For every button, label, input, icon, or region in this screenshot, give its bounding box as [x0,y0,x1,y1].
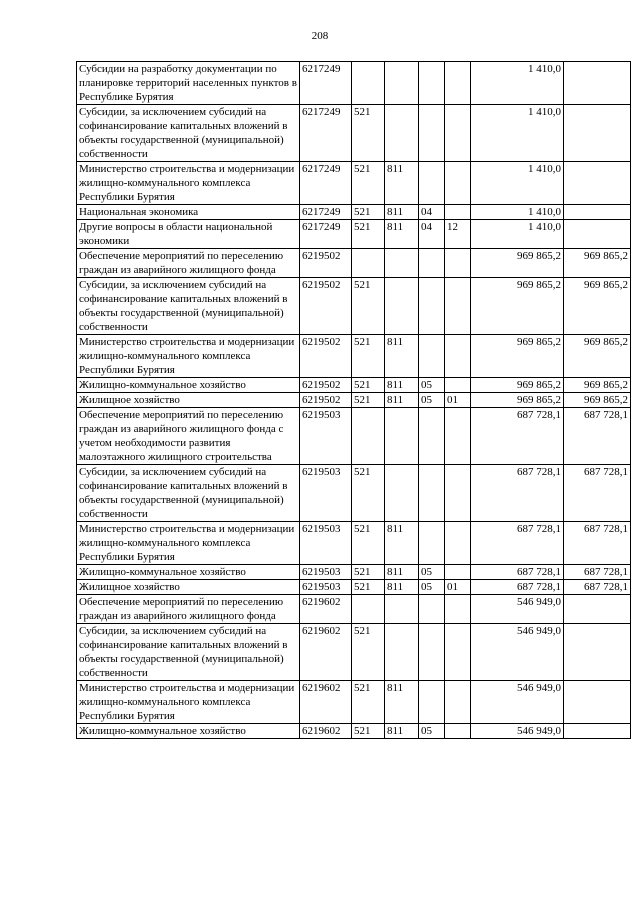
target-article-cell: 6219502 [300,335,352,378]
table-row [77,278,631,335]
amount-cell: 969 865,2 [471,278,564,335]
section-cell [419,681,445,724]
target-article-cell: 6219502 [300,249,352,278]
subsection-cell [445,408,471,465]
amount-cell: 687 728,1 [471,580,564,595]
subsection-cell [445,595,471,624]
amount-grant-cell [564,105,631,162]
row-name-cell: Министерство строительства и модернизации жилищно-коммунального комплекса Республики Бурятия [77,335,300,378]
department-cell: 811 [385,335,419,378]
row-name-cell: Субсидии на разработку документации по планировке территорий населенных пунктов в Республике Бурятия [77,62,300,105]
amount-grant-cell: 687 728,1 [564,465,631,522]
expense-type-cell: 521 [352,465,385,522]
table-row [77,105,631,162]
department-cell: 811 [385,378,419,393]
amount-grant-cell: 687 728,1 [564,580,631,595]
department-cell [385,408,419,465]
table-row [77,724,631,739]
subsection-cell [445,724,471,739]
amount-grant-cell [564,220,631,249]
target-article-cell: 6217249 [300,105,352,162]
row-name-cell: Национальная экономика [77,205,300,220]
section-cell: 04 [419,205,445,220]
row-name-cell: Субсидии, за исключением субсидий на софинансирование капитальных вложений в объекты государственной (муниципальной) собственности [77,465,300,522]
department-cell [385,624,419,681]
amount-cell: 546 949,0 [471,724,564,739]
department-cell: 811 [385,724,419,739]
amount-grant-cell: 969 865,2 [564,335,631,378]
expense-type-cell [352,408,385,465]
target-article-cell: 6217249 [300,162,352,205]
expense-type-cell: 521 [352,278,385,335]
row-name-cell: Обеспечение мероприятий по переселению граждан из аварийного жилищного фонда [77,249,300,278]
subsection-cell: 01 [445,393,471,408]
row-name-cell: Субсидии, за исключением субсидий на софинансирование капитальных вложений в объекты государственной (муниципальной) собственности [77,105,300,162]
department-cell: 811 [385,565,419,580]
amount-cell: 1 410,0 [471,220,564,249]
page-number: 208 [311,30,329,42]
section-cell [419,162,445,205]
amount-cell: 1 410,0 [471,162,564,205]
table-row [77,220,631,249]
section-cell: 05 [419,378,445,393]
expense-type-cell [352,595,385,624]
amount-grant-cell [564,724,631,739]
table-row [77,465,631,522]
target-article-cell: 6219502 [300,393,352,408]
amount-grant-cell [564,595,631,624]
section-cell [419,465,445,522]
subsection-cell [445,278,471,335]
target-article-cell: 6219503 [300,522,352,565]
section-cell: 05 [419,565,445,580]
subsection-cell: 12 [445,220,471,249]
department-cell [385,278,419,335]
table-row [77,522,631,565]
expense-type-cell: 521 [352,105,385,162]
row-name-cell: Жилищно-коммунальное хозяйство [77,565,300,580]
section-cell [419,62,445,105]
subsection-cell [445,378,471,393]
expense-type-cell [352,62,385,105]
section-cell [419,522,445,565]
target-article-cell: 6219602 [300,681,352,724]
amount-grant-cell [564,205,631,220]
section-cell: 05 [419,393,445,408]
expense-type-cell [352,249,385,278]
row-name-cell: Министерство строительства и модернизации жилищно-коммунального комплекса Республики Бурятия [77,522,300,565]
budget-table [76,61,631,739]
subsection-cell [445,681,471,724]
target-article-cell: 6219503 [300,580,352,595]
amount-cell: 1 410,0 [471,105,564,162]
row-name-cell: Субсидии, за исключением субсидий на софинансирование капитальных вложений в объекты государственной (муниципальной) собственности [77,278,300,335]
row-name-cell: Обеспечение мероприятий по переселению граждан из аварийного жилищного фонда [77,595,300,624]
table-row [77,378,631,393]
department-cell [385,595,419,624]
table-row [77,62,631,105]
expense-type-cell: 521 [352,220,385,249]
subsection-cell [445,205,471,220]
table-row [77,624,631,681]
section-cell: 05 [419,580,445,595]
amount-cell: 969 865,2 [471,249,564,278]
row-name-cell: Министерство строительства и модернизации жилищно-коммунального комплекса Республики Бурятия [77,681,300,724]
table-row [77,580,631,595]
amount-grant-cell: 969 865,2 [564,393,631,408]
subsection-cell: 01 [445,580,471,595]
expense-type-cell: 521 [352,378,385,393]
section-cell [419,335,445,378]
table-row [77,205,631,220]
amount-cell: 1 410,0 [471,205,564,220]
row-name-cell: Жилищное хозяйство [77,393,300,408]
department-cell: 811 [385,580,419,595]
expense-type-cell: 521 [352,580,385,595]
row-name-cell: Субсидии, за исключением субсидий на софинансирование капитальных вложений в объекты государственной (муниципальной) собственности [77,624,300,681]
amount-cell: 546 949,0 [471,595,564,624]
table-row [77,565,631,580]
table-row [77,408,631,465]
expense-type-cell: 521 [352,522,385,565]
department-cell: 811 [385,162,419,205]
amount-cell: 687 728,1 [471,565,564,580]
department-cell [385,105,419,162]
subsection-cell [445,162,471,205]
department-cell [385,249,419,278]
target-article-cell: 6219602 [300,724,352,739]
department-cell: 811 [385,522,419,565]
department-cell [385,62,419,105]
row-name-cell: Жилищное хозяйство [77,580,300,595]
subsection-cell [445,565,471,580]
amount-cell: 687 728,1 [471,408,564,465]
target-article-cell: 6219503 [300,465,352,522]
department-cell: 811 [385,681,419,724]
amount-grant-cell: 969 865,2 [564,249,631,278]
department-cell: 811 [385,393,419,408]
budget-table-body [77,62,631,739]
expense-type-cell: 521 [352,724,385,739]
amount-grant-cell: 969 865,2 [564,278,631,335]
amount-cell: 687 728,1 [471,465,564,522]
amount-grant-cell [564,681,631,724]
row-name-cell: Министерство строительства и модернизации жилищно-коммунального комплекса Республики Бурятия [77,162,300,205]
department-cell: 811 [385,205,419,220]
amount-grant-cell: 687 728,1 [564,408,631,465]
table-row [77,681,631,724]
target-article-cell: 6219503 [300,408,352,465]
target-article-cell: 6217249 [300,62,352,105]
target-article-cell: 6219503 [300,565,352,580]
department-cell: 811 [385,220,419,249]
table-row [77,162,631,205]
amount-cell: 969 865,2 [471,393,564,408]
target-article-cell: 6219502 [300,378,352,393]
target-article-cell: 6219502 [300,278,352,335]
department-cell [385,465,419,522]
table-row [77,393,631,408]
section-cell: 05 [419,724,445,739]
section-cell [419,595,445,624]
table-row [77,249,631,278]
amount-grant-cell [564,162,631,205]
row-name-cell: Жилищно-коммунальное хозяйство [77,378,300,393]
expense-type-cell: 521 [352,393,385,408]
target-article-cell: 6217249 [300,220,352,249]
target-article-cell: 6219602 [300,624,352,681]
amount-grant-cell: 687 728,1 [564,565,631,580]
subsection-cell [445,335,471,378]
subsection-cell [445,465,471,522]
subsection-cell [445,249,471,278]
section-cell [419,249,445,278]
row-name-cell: Жилищно-коммунальное хозяйство [77,724,300,739]
expense-type-cell: 521 [352,624,385,681]
amount-grant-cell [564,624,631,681]
amount-cell: 687 728,1 [471,522,564,565]
amount-grant-cell: 687 728,1 [564,522,631,565]
amount-cell: 546 949,0 [471,624,564,681]
amount-cell: 969 865,2 [471,378,564,393]
amount-grant-cell [564,62,631,105]
expense-type-cell: 521 [352,162,385,205]
table-row [77,595,631,624]
expense-type-cell: 521 [352,681,385,724]
row-name-cell: Обеспечение мероприятий по переселению граждан из аварийного жилищного фонда с учетом необходимости развития малоэтажного жилищного строительства [77,408,300,465]
amount-cell: 969 865,2 [471,335,564,378]
subsection-cell [445,105,471,162]
expense-type-cell: 521 [352,335,385,378]
section-cell [419,408,445,465]
subsection-cell [445,522,471,565]
amount-grant-cell: 969 865,2 [564,378,631,393]
section-cell [419,624,445,681]
expense-type-cell: 521 [352,565,385,580]
amount-cell: 1 410,0 [471,62,564,105]
amount-cell: 546 949,0 [471,681,564,724]
subsection-cell [445,62,471,105]
section-cell [419,105,445,162]
subsection-cell [445,624,471,681]
target-article-cell: 6217249 [300,205,352,220]
table-row [77,335,631,378]
section-cell [419,278,445,335]
target-article-cell: 6219602 [300,595,352,624]
row-name-cell: Другие вопросы в области национальной экономики [77,220,300,249]
section-cell: 04 [419,220,445,249]
expense-type-cell: 521 [352,205,385,220]
